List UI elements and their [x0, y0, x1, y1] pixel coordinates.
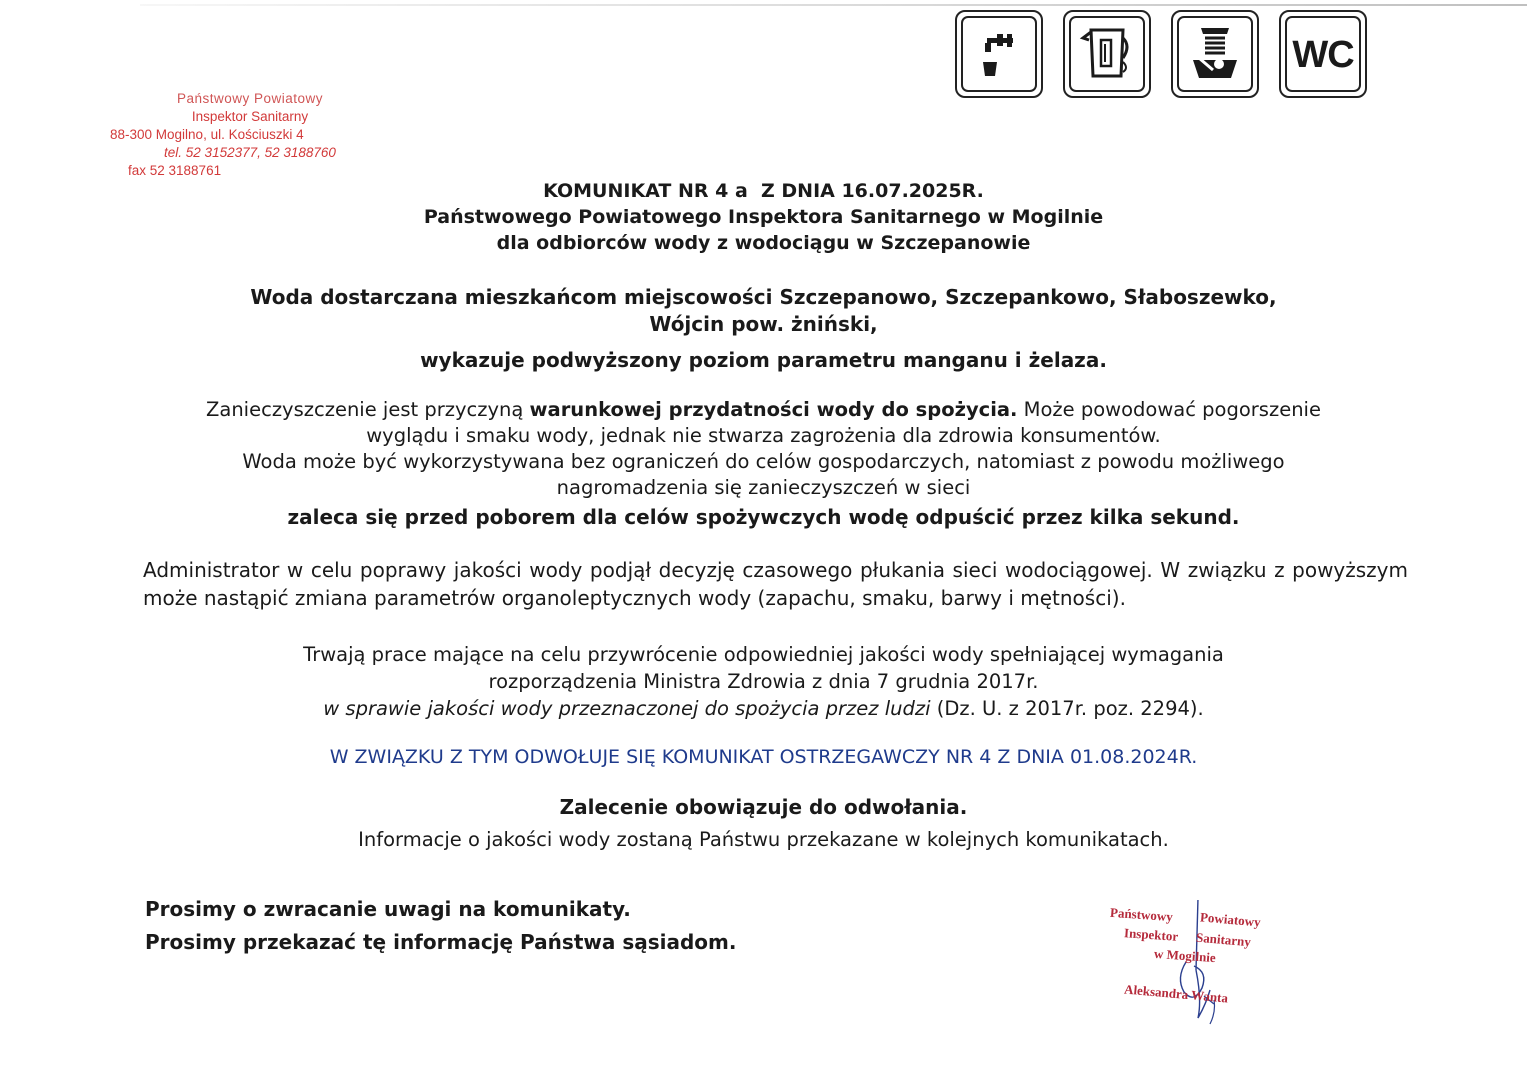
stamp-word-mogilnie: w Mogilnie — [1153, 945, 1217, 966]
kettle-icon — [1063, 10, 1151, 98]
lead-line-2: Wójcin pow. żniński, — [649, 312, 878, 336]
closing-line-1: Prosimy o zwracanie uwagi na komunikaty. — [145, 897, 631, 921]
signature-stamp — [1098, 900, 1288, 1030]
further-info: Informacje o jakości wody zostaną Państwu przekazane w kolejnych komunikatach. — [358, 828, 1169, 851]
ongoing-works-paragraph — [0, 641, 1527, 722]
stamp-line-4: tel. 52 3152377, 52 3188760 — [164, 145, 336, 160]
trwaja-line-1: Trwają prace mające na celu przywrócenie odpowiedniej jakości wody spełniającej wymagania — [303, 643, 1224, 666]
para1-line-4: nagromadzenia się zanieczyszczeń w sieci — [556, 476, 971, 499]
lead-statement — [0, 284, 1527, 338]
header-title: KOMUNIKAT NR 4 a Z DNIA 16.07.2025R. — [543, 180, 984, 202]
lead-line-3: wykazuje podwyższony poziom parametru manganu i żelaza. — [420, 348, 1107, 372]
para1-line-2: wyglądu i smaku wody, jednak nie stwarza zagrożenia dla zdrowia konsumentów. — [366, 424, 1161, 447]
lead-line-1: Woda dostarczana mieszkańcom miejscowości Szczepanowo, Szczepankowo, Słaboszewko, — [250, 285, 1277, 309]
wc-label: WC — [1292, 34, 1354, 76]
regulation-title: w sprawie jakości wody przeznaczonej do spożycia przez ludzi — [323, 697, 931, 720]
usage-icons — [955, 10, 1373, 102]
shower-icon — [1171, 10, 1259, 98]
para1-pre: Zanieczyszczenie jest przyczyną — [206, 398, 530, 421]
stamp-line-2: Inspektor Sanitarny — [191, 109, 309, 124]
wc-icon — [1279, 10, 1367, 98]
para1-post: Może powodować pogorszenie — [1017, 398, 1321, 421]
stamp-word-sanitarny: Sanitarny — [1195, 929, 1252, 950]
stamp-word-inspektor: Inspektor — [1123, 925, 1179, 944]
revocation-notice: W ZWIĄZKU Z TYM ODWOŁUJE SIĘ KOMUNIKAT OSTRZEGAWCZY NR 4 Z DNIA 01.08.2024R. — [329, 746, 1198, 768]
stamp-line-5: fax 52 3188761 — [128, 163, 222, 178]
trwaja-line-2: rozporządzenia Ministra Zdrowia z dnia 7 grudnia 2017r. — [488, 670, 1039, 693]
top-rule — [140, 4, 1527, 6]
para1-line-3: Woda może być wykorzystywana bez ograniczeń do celów gospodarczych, natomiast z powodu możliwego — [242, 450, 1285, 473]
trwaja-line-3 — [0, 695, 1527, 722]
closing-line-2: Prosimy przekazać tę informację Państwa sąsiadom. — [145, 930, 737, 954]
para1-bold: warunkowej przydatności wody do spożycia. — [529, 398, 1018, 421]
stamp-signer-name: Aleksandra Wanta — [1123, 981, 1229, 1006]
regulation-citation: (Dz. U. z 2017r. poz. 2294). — [930, 697, 1204, 720]
recommendation-validity: Zalecenie obowiązuje do odwołania. — [559, 795, 968, 819]
stamp-line-3: 88-300 Mogilno, ul. Kościuszki 4 — [110, 127, 304, 142]
para1-recommendation: zaleca się przed poborem dla celów spożywczych wodę odpuścić przez kilka sekund. — [287, 505, 1240, 529]
contamination-paragraph — [0, 397, 1527, 530]
inspector-address-stamp — [110, 90, 390, 180]
header-recipients: dla odbiorców wody z wodociągu w Szczepanowie — [496, 232, 1031, 254]
para1-line-1 — [0, 397, 1527, 423]
stamp-word-powiatowy: Powiatowy — [1199, 909, 1262, 930]
stamp-line-1: Państwowy Powiatowy — [176, 91, 324, 106]
tap-and-glass-icon — [955, 10, 1043, 98]
header-issuer: Państwowego Powiatowego Inspektora Sanitarnego w Mogilnie — [423, 206, 1104, 228]
stamp-word-panstwowy: Państwowy — [1109, 904, 1174, 925]
document-header — [0, 178, 1527, 256]
closing-requests — [145, 893, 736, 959]
administrator-paragraph: Administrator w celu poprawy jakości wody podjął decyzję czasowego płukania sieci wodociągowej. W związku z powyższym może nastąpić zmiana parametrów organoleptycznych wody (zapachu, smaku, barwy i mętności). — [143, 558, 1408, 610]
